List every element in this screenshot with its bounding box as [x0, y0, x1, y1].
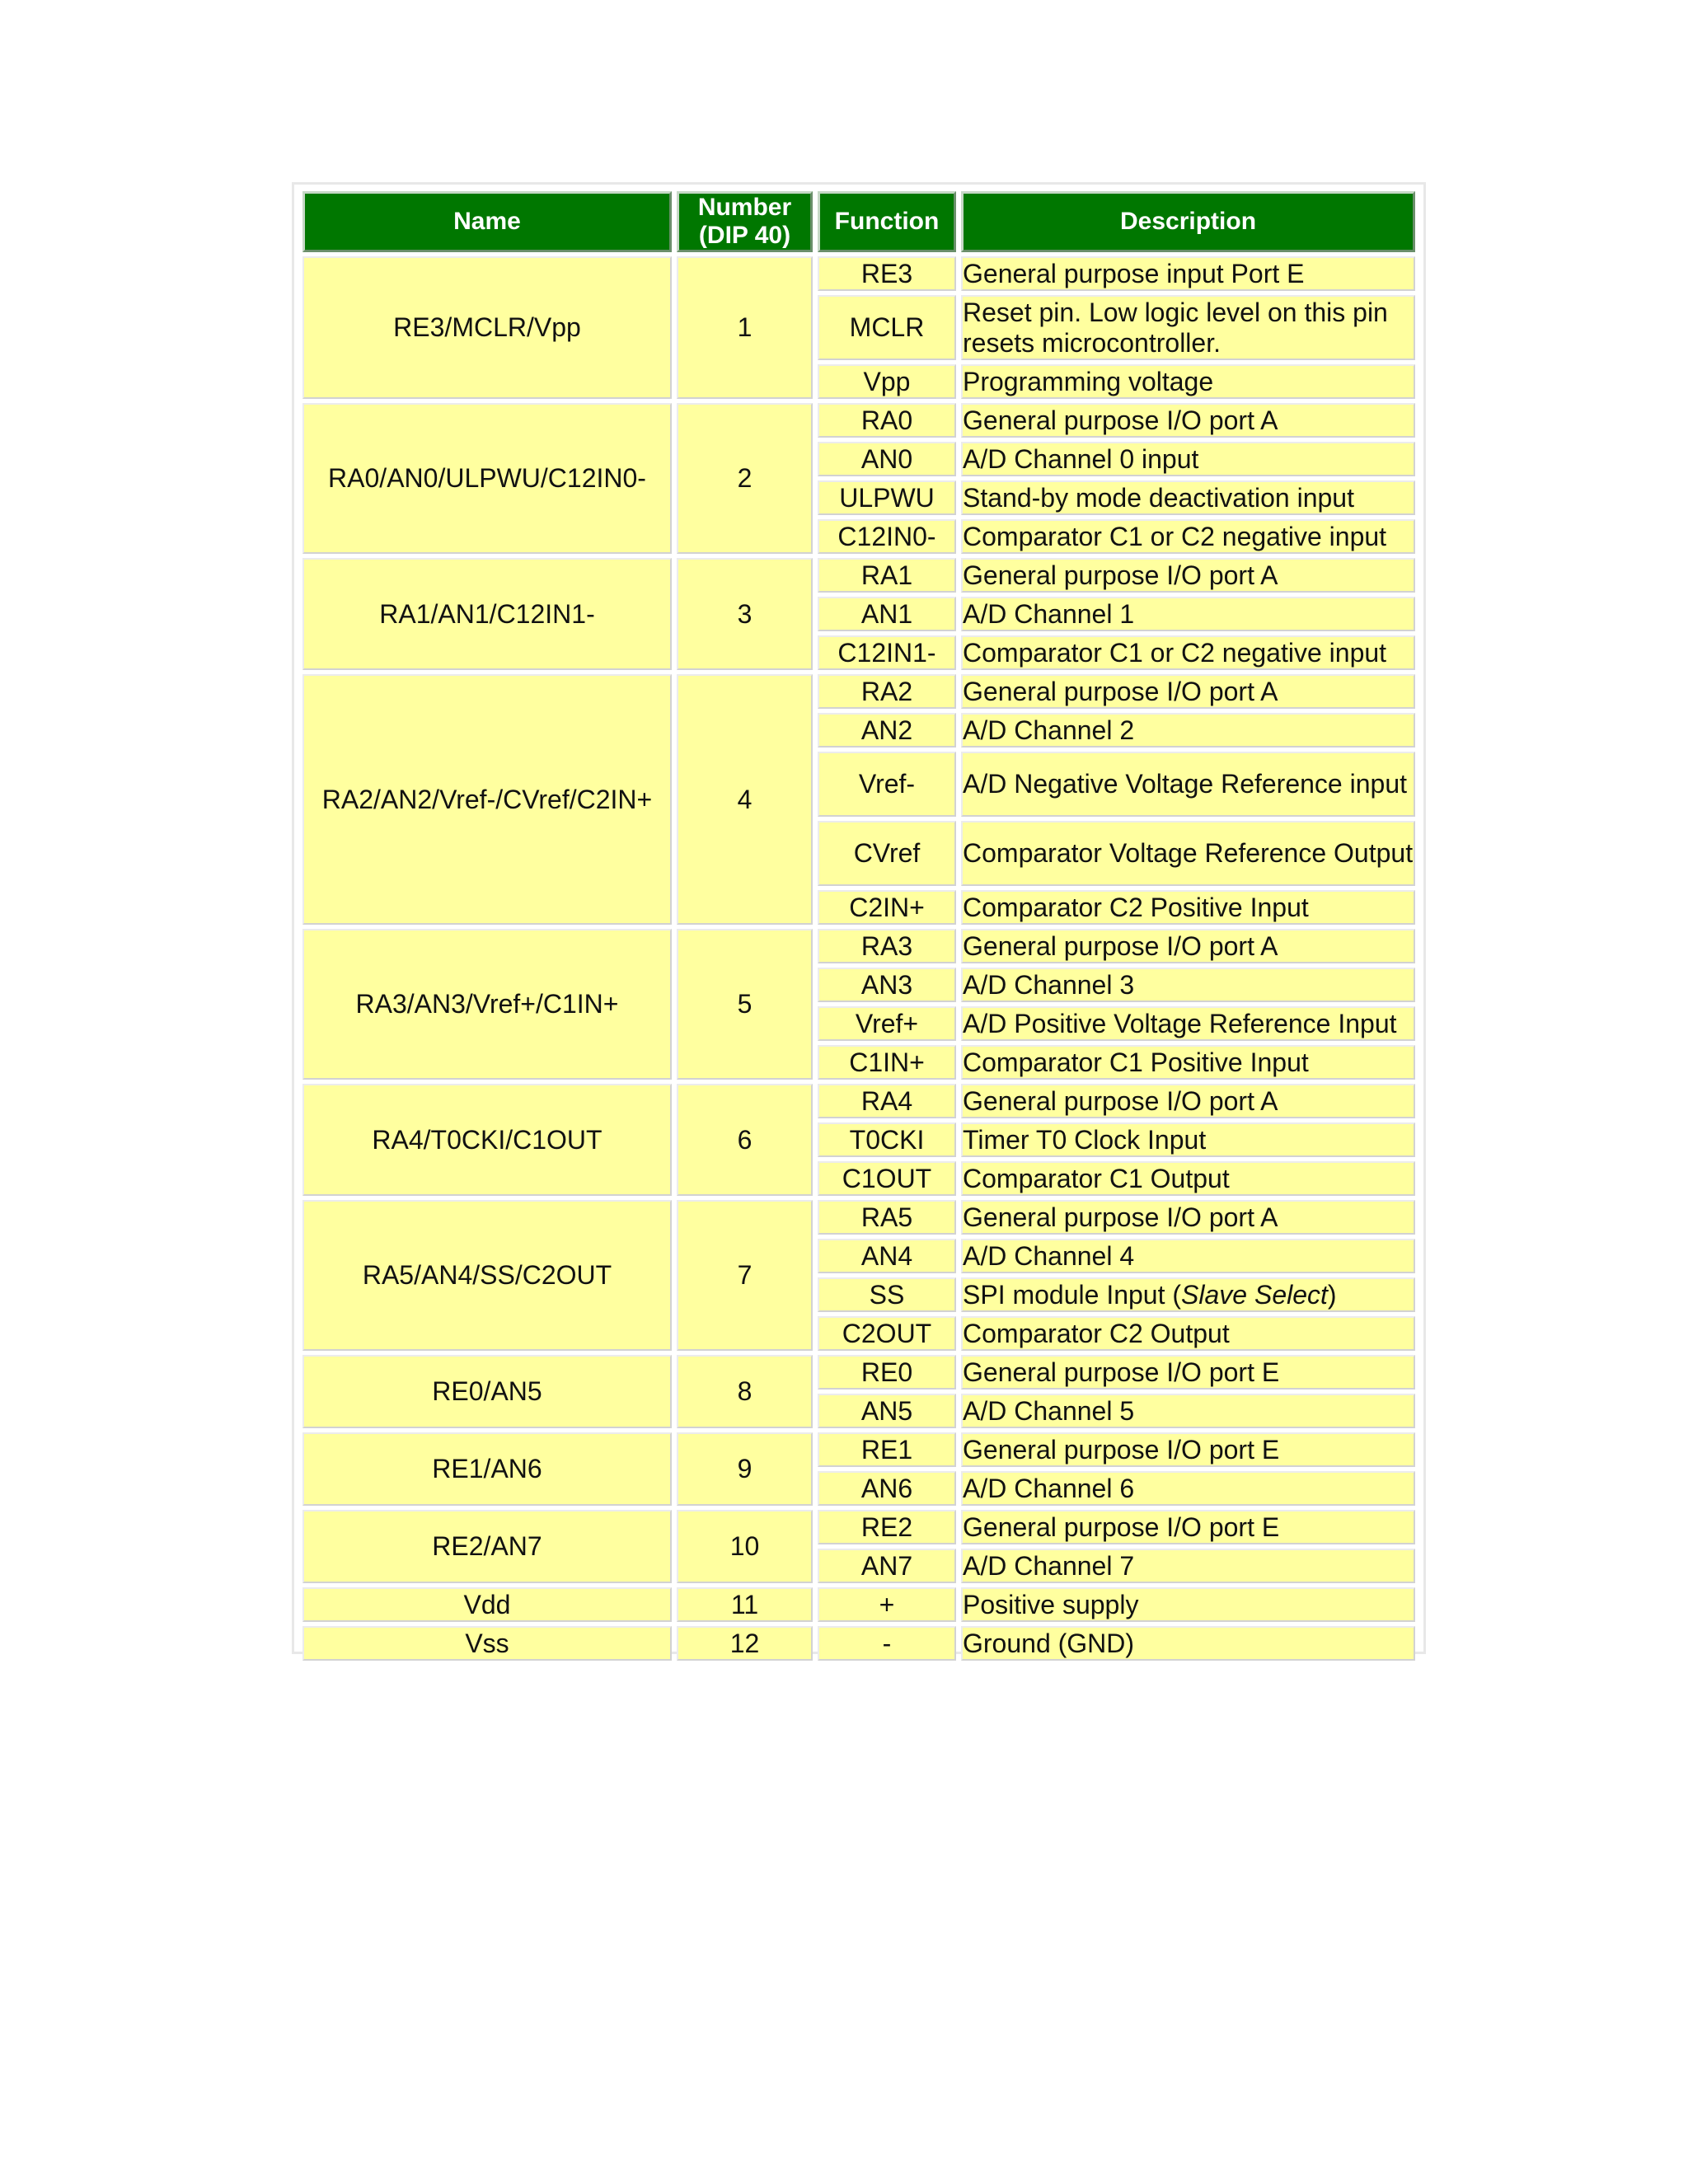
table-row	[302, 1355, 1415, 1390]
table-row	[302, 1432, 1415, 1467]
pin-function-cell: C12IN1-	[818, 635, 956, 670]
pin-description-table	[298, 187, 1420, 1665]
pin-description-cell: Comparator C2 Output	[961, 1316, 1415, 1351]
pin-function-cell: C2IN+	[818, 890, 956, 925]
pin-function-cell: AN0	[818, 442, 956, 476]
pin-function-cell: RA1	[818, 558, 956, 593]
pin-description-cell: A/D Channel 4	[961, 1239, 1415, 1273]
pin-function-cell: C2OUT	[818, 1316, 956, 1351]
pin-number-cell: 10	[677, 1510, 813, 1583]
pin-function-cell: AN4	[818, 1239, 956, 1273]
pin-description-cell	[961, 1277, 1415, 1312]
pin-description-cell: General purpose I/O port A	[961, 1084, 1415, 1118]
column-header-function: Function	[818, 191, 956, 252]
pin-description-cell: A/D Positive Voltage Reference Input	[961, 1006, 1415, 1041]
pin-description-cell: Stand-by mode deactivation input	[961, 480, 1415, 515]
pin-table-frame	[292, 182, 1426, 1658]
pin-table-body	[302, 256, 1415, 1661]
pin-function-cell: Vpp	[818, 364, 956, 399]
table-row	[302, 1626, 1415, 1661]
table-header-row	[302, 191, 1415, 252]
pin-function-cell: AN5	[818, 1394, 956, 1428]
pin-name-cell: RA0/AN0/ULPWU/C12IN0-	[302, 403, 672, 554]
pin-name-cell: RE3/MCLR/Vpp	[302, 256, 672, 399]
pin-description-cell: General purpose I/O port E	[961, 1510, 1415, 1544]
pin-description-cell: General purpose input Port E	[961, 256, 1415, 291]
pin-description-cell: General purpose I/O port A	[961, 929, 1415, 963]
pin-number-cell: 3	[677, 558, 813, 670]
pin-function-cell: CVref	[818, 821, 956, 886]
pin-description-cell: A/D Negative Voltage Reference input	[961, 752, 1415, 817]
pin-description-cell: A/D Channel 5	[961, 1394, 1415, 1428]
pin-function-cell: RA2	[818, 674, 956, 709]
pin-description-cell: Comparator Voltage Reference Output	[961, 821, 1415, 886]
description-text: SPI module Input (	[963, 1279, 1182, 1310]
table-row	[302, 558, 1415, 593]
column-header-description: Description	[961, 191, 1415, 252]
pin-description-cell: A/D Channel 7	[961, 1549, 1415, 1583]
pin-description-cell: Comparator C1 or C2 negative input	[961, 519, 1415, 554]
pin-description-cell: Positive supply	[961, 1587, 1415, 1622]
pin-description-cell: Reset pin. Low logic level on this pin resets microcontroller.	[961, 295, 1415, 360]
pin-name-cell: RA4/T0CKI/C1OUT	[302, 1084, 672, 1196]
pin-function-cell: C1OUT	[818, 1161, 956, 1196]
pin-name-cell: Vdd	[302, 1587, 672, 1622]
column-header-number-line2: (DIP 40)	[698, 222, 791, 249]
pin-function-cell: AN6	[818, 1471, 956, 1506]
pin-description-cell: General purpose I/O port A	[961, 674, 1415, 709]
pin-function-cell: RE0	[818, 1355, 956, 1390]
pin-description-cell: General purpose I/O port E	[961, 1432, 1415, 1467]
table-row	[302, 1084, 1415, 1118]
pin-name-cell: RA2/AN2/Vref-/CVref/C2IN+	[302, 674, 672, 925]
pin-function-cell: T0CKI	[818, 1122, 956, 1157]
pin-function-cell: RA3	[818, 929, 956, 963]
pin-number-cell: 8	[677, 1355, 813, 1428]
pin-number-cell: 6	[677, 1084, 813, 1196]
pin-number-cell: 7	[677, 1200, 813, 1351]
pin-function-cell: RA5	[818, 1200, 956, 1235]
pin-description-cell: A/D Channel 1	[961, 597, 1415, 631]
pin-name-cell: RE1/AN6	[302, 1432, 672, 1506]
pin-function-cell: RA0	[818, 403, 956, 438]
pin-description-cell: Comparator C2 Positive Input	[961, 890, 1415, 925]
pin-function-cell: C1IN+	[818, 1045, 956, 1080]
pin-name-cell: Vss	[302, 1626, 672, 1661]
pin-function-cell: RE2	[818, 1510, 956, 1544]
pin-description-cell: General purpose I/O port A	[961, 403, 1415, 438]
description-italic-text: Slave Select	[1181, 1279, 1328, 1310]
pin-name-cell: RE0/AN5	[302, 1355, 672, 1428]
pin-function-cell: SS	[818, 1277, 956, 1312]
pin-function-cell: -	[818, 1626, 956, 1661]
pin-number-cell: 5	[677, 929, 813, 1080]
column-header-number-line1: Number	[697, 194, 792, 221]
pin-name-cell: RA1/AN1/C12IN1-	[302, 558, 672, 670]
table-row	[302, 1510, 1415, 1544]
pin-function-cell: AN3	[818, 968, 956, 1002]
pin-function-cell: AN1	[818, 597, 956, 631]
pin-function-cell: +	[818, 1587, 956, 1622]
pin-function-cell: RE1	[818, 1432, 956, 1467]
pin-number-cell: 12	[677, 1626, 813, 1661]
pin-description-cell: A/D Channel 6	[961, 1471, 1415, 1506]
table-row	[302, 403, 1415, 438]
pin-function-cell: AN7	[818, 1549, 956, 1583]
table-row	[302, 929, 1415, 963]
column-header-name: Name	[302, 191, 672, 252]
pin-description-cell: Comparator C1 Output	[961, 1161, 1415, 1196]
table-row	[302, 256, 1415, 291]
pin-description-cell: A/D Channel 2	[961, 713, 1415, 748]
pin-number-cell: 2	[677, 403, 813, 554]
pin-description-cell: General purpose I/O port E	[961, 1355, 1415, 1390]
pin-function-cell: AN2	[818, 713, 956, 748]
pin-description-cell: General purpose I/O port A	[961, 1200, 1415, 1235]
pin-description-cell: A/D Channel 3	[961, 968, 1415, 1002]
pin-description-cell: Comparator C1 or C2 negative input	[961, 635, 1415, 670]
pin-number-cell: 11	[677, 1587, 813, 1622]
pin-description-cell: Ground (GND)	[961, 1626, 1415, 1661]
pin-function-cell: Vref-	[818, 752, 956, 817]
description-text-after: )	[1327, 1279, 1337, 1310]
pin-function-cell: C12IN0-	[818, 519, 956, 554]
pin-description-cell: Timer T0 Clock Input	[961, 1122, 1415, 1157]
pin-description-cell: Programming voltage	[961, 364, 1415, 399]
column-header-number	[677, 191, 813, 252]
pin-name-cell: RE2/AN7	[302, 1510, 672, 1583]
pin-function-cell: RA4	[818, 1084, 956, 1118]
pin-number-cell: 1	[677, 256, 813, 399]
pin-function-cell: MCLR	[818, 295, 956, 360]
pin-description-cell: A/D Channel 0 input	[961, 442, 1415, 476]
table-row	[302, 1587, 1415, 1622]
pin-name-cell: RA3/AN3/Vref+/C1IN+	[302, 929, 672, 1080]
pin-function-cell: Vref+	[818, 1006, 956, 1041]
table-row	[302, 674, 1415, 709]
pin-number-cell: 4	[677, 674, 813, 925]
pin-description-cell: Comparator C1 Positive Input	[961, 1045, 1415, 1080]
pin-function-cell: ULPWU	[818, 480, 956, 515]
pin-name-cell: RA5/AN4/SS/C2OUT	[302, 1200, 672, 1351]
pin-number-cell: 9	[677, 1432, 813, 1506]
pin-description-cell: General purpose I/O port A	[961, 558, 1415, 593]
pin-function-cell: RE3	[818, 256, 956, 291]
table-row	[302, 1200, 1415, 1235]
